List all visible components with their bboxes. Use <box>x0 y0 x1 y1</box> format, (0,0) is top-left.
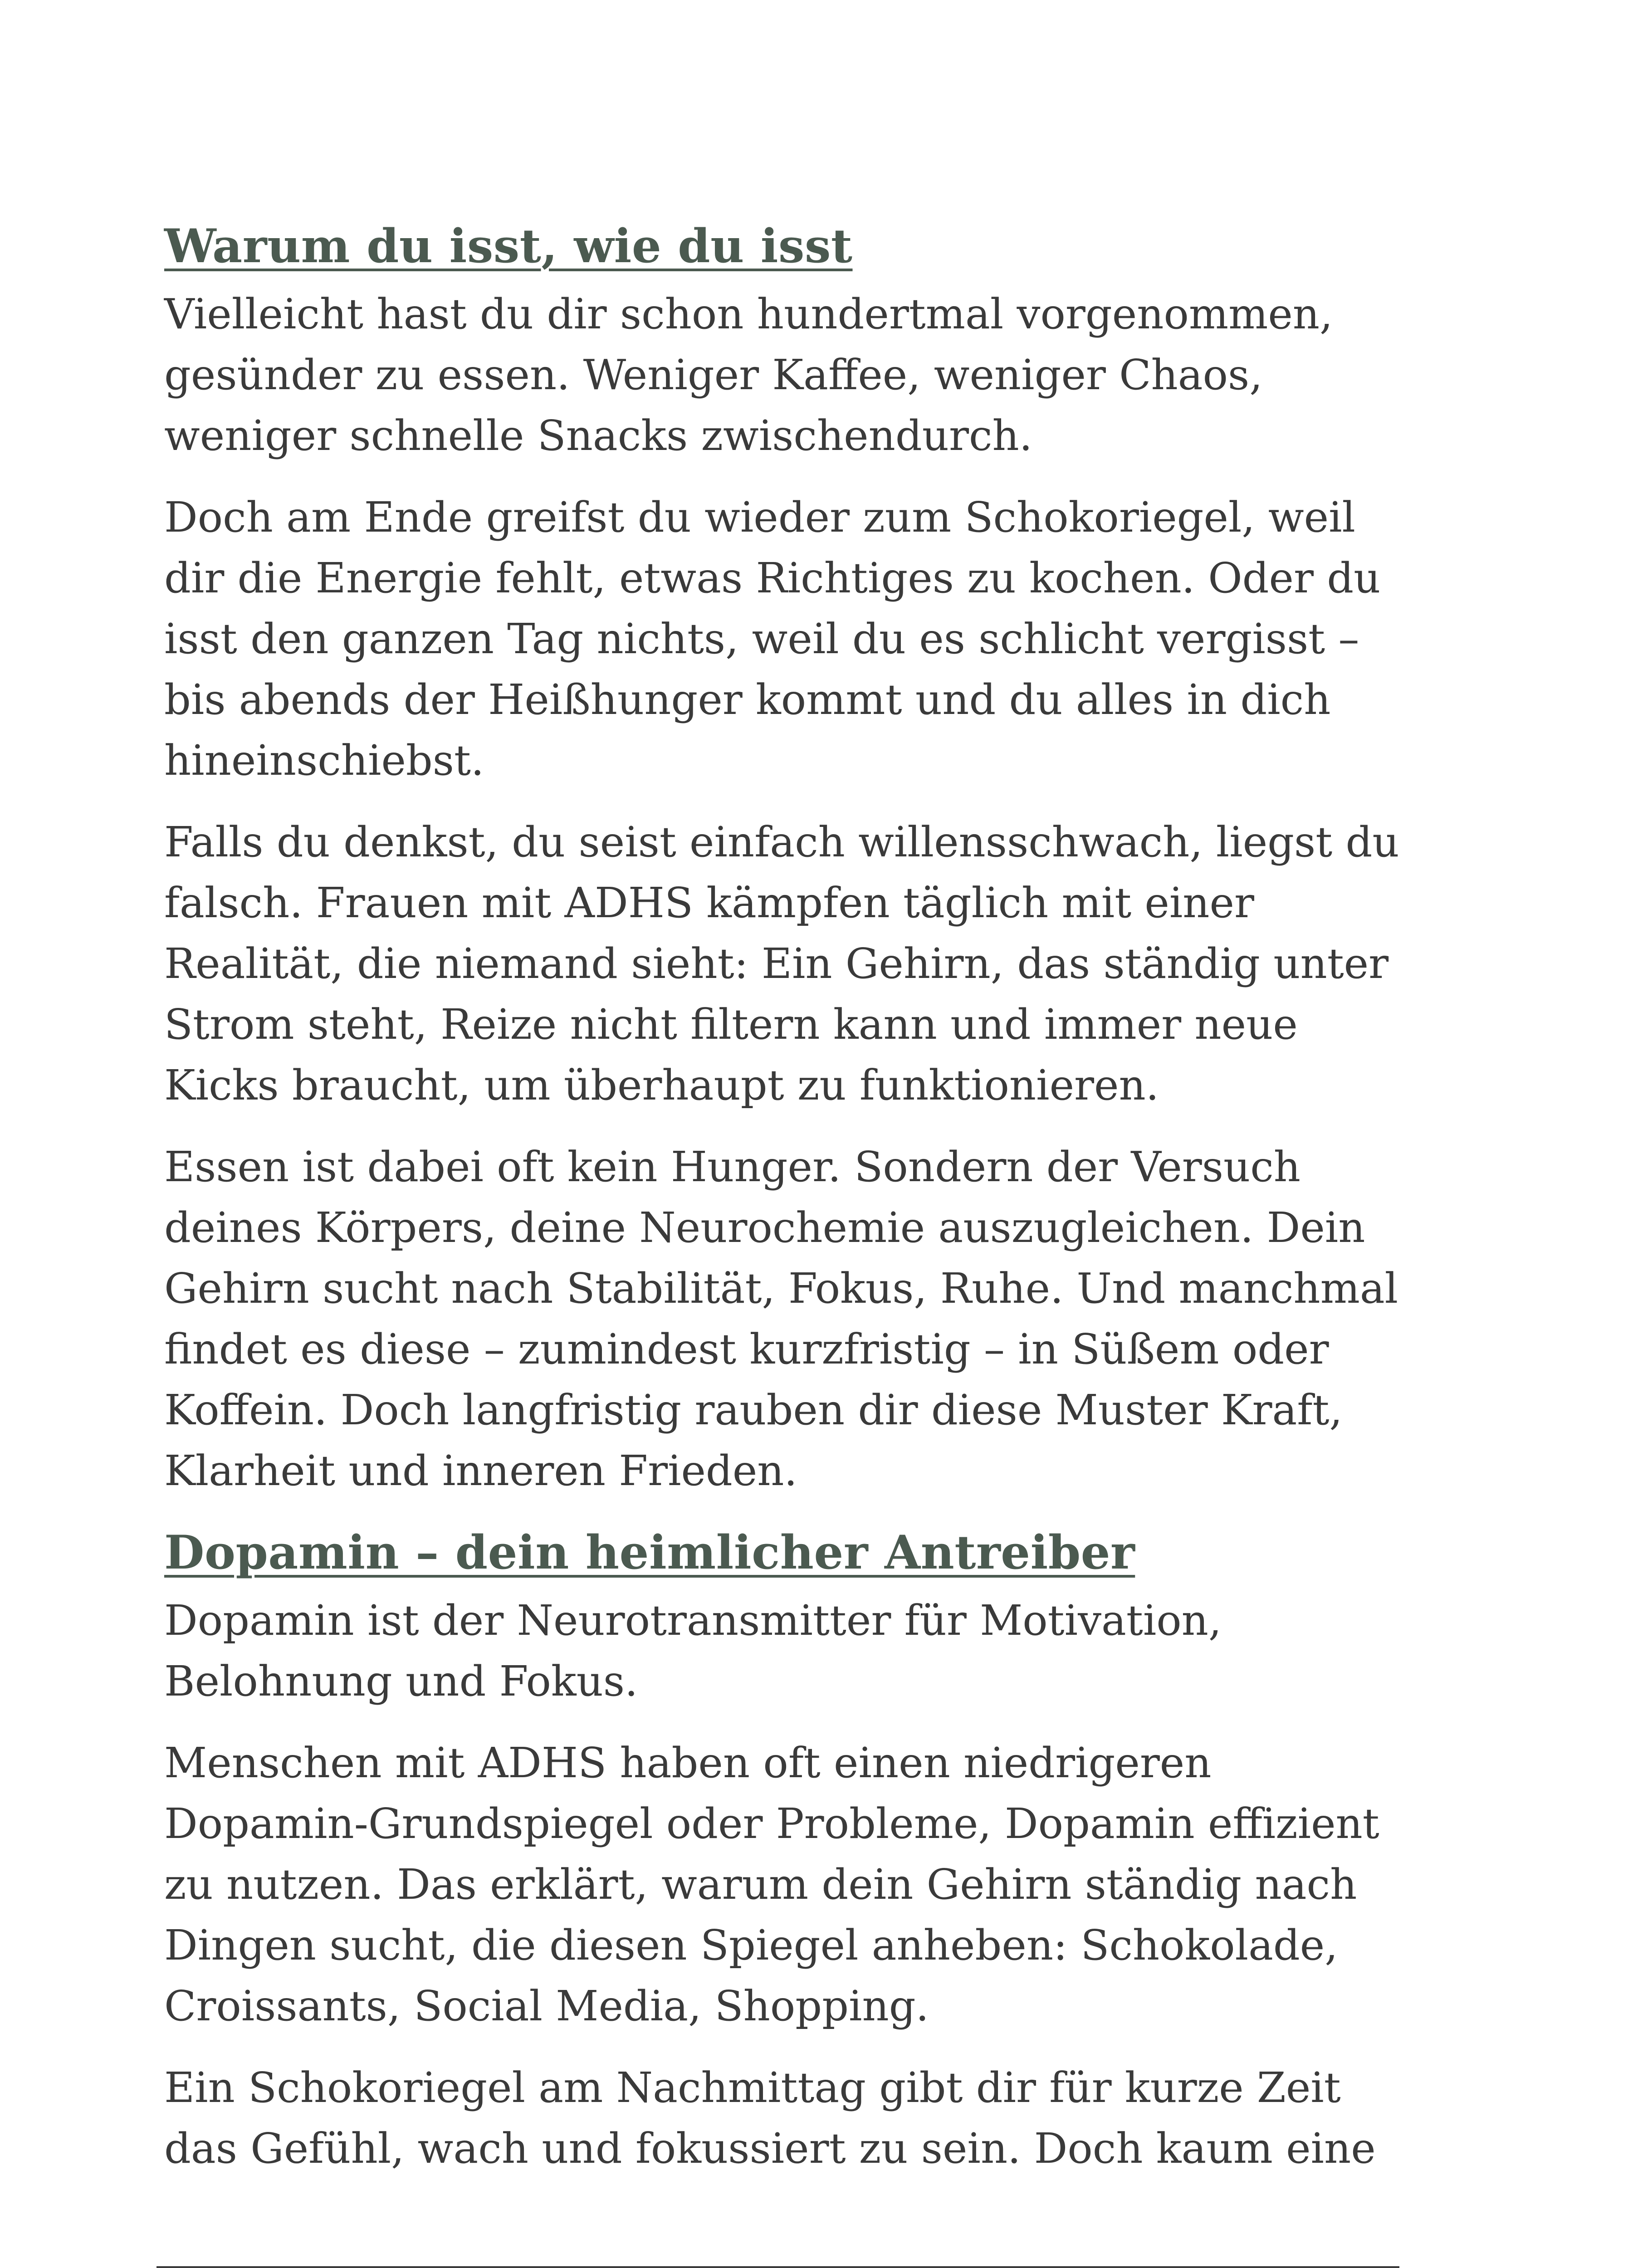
paragraph: Dopamin ist der Neurotransmitter für Motivation, Belohnung und Fokus. <box>164 1596 1222 1706</box>
section-heading-dopamin: Dopamin – dein heimlicher Antreiber <box>164 1525 1135 1580</box>
paragraph: Essen ist dabei oft kein Hunger. Sondern der Versuch deines Körpers, deine Neurochemie auszugleichen. Dein Gehirn sucht nach Stabilität, Fokus, Ruhe. Und manchmal findet es diese – zumindest kurzfristig – in Süßem oder Koffein. Doch langfristig rauben dir diese Muster Kraft, Klarheit und inneren Frieden. <box>164 1143 1398 1495</box>
page-content <box>164 213 1412 2179</box>
paragraph: Ein Schokoriegel am Nachmittag gibt dir für kurze Zeit das Gefühl, wach und fokussiert zu sein. Doch kaum eine <box>164 2063 1376 2173</box>
footer-divider <box>156 2266 1399 2268</box>
paragraph: Falls du denkst, du seist einfach willensschwach, liegst du falsch. Frauen mit ADHS kämpfen täglich mit einer Realität, die niemand sieht: Ein Gehirn, das ständig unter Strom steht, Reize nicht filtern kann und immer neue Kicks braucht, um überhaupt zu funktionieren. <box>164 818 1399 1110</box>
paragraph: Menschen mit ADHS haben oft einen niedrigeren Dopamin-Grundspiegel oder Probleme, Dopamin effizient zu nutzen. Das erklärt, warum dein Gehirn ständig nach Dingen sucht, die diesen Spiegel anheben: Schokolade, Croissants, Social Media, Shopping. <box>164 1739 1379 2030</box>
paragraph: Doch am Ende greifst du wieder zum Schokoriegel, weil dir die Energie fehlt, etwas Richtiges zu kochen. Oder du isst den ganzen Tag nichts, weil du es schlicht vergisst – bis abends der Heißhunger kommt und du alles in dich hineinschiebst. <box>164 493 1381 785</box>
section-heading-warum: Warum du isst, wie du isst <box>164 219 853 274</box>
paragraph: Vielleicht hast du dir schon hundertmal vorgenommen, gesünder zu essen. Weniger Kaffee, weniger Chaos, weniger schnelle Snacks zwischendurch. <box>164 290 1333 460</box>
